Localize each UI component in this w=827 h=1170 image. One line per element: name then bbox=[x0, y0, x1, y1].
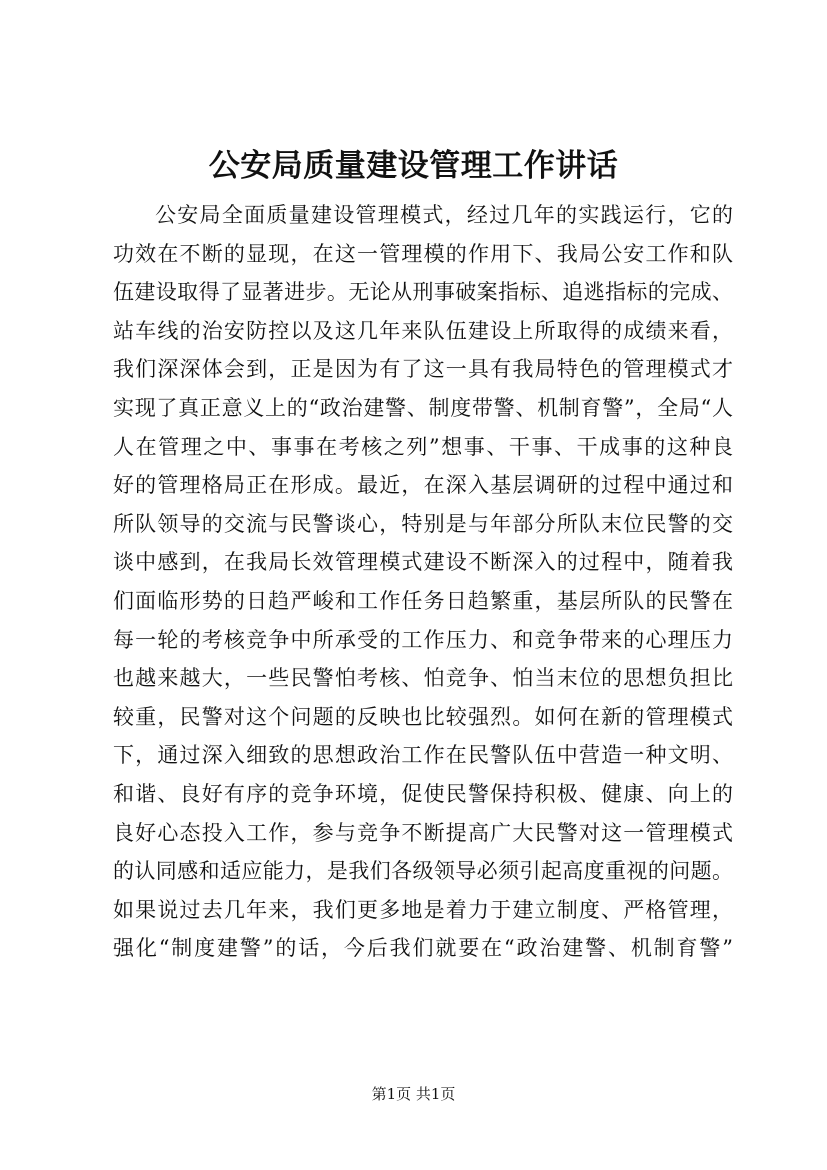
body-line: 功效在不断的显现，在这一管理模的作用下、我局公安工作和队 bbox=[113, 241, 733, 266]
document-body bbox=[113, 196, 733, 968]
document-title: 公安局质量建设管理工作讲话 bbox=[208, 148, 619, 184]
body-line: 谈中感到，在我局长效管理模式建设不断深入的过程中，随着我 bbox=[113, 550, 733, 575]
body-line: 实现了真正意义上的“政治建警、制度带警、机制育警”，全局“人 bbox=[113, 395, 733, 420]
body-line: 和谐、良好有序的竞争环境，促使民警保持积极、健康、向上的 bbox=[113, 781, 733, 806]
body-line: 人在管理之中、事事在考核之列”想事、干事、干成事的这种良 bbox=[113, 434, 733, 459]
body-line: 较重，民警对这个问题的反映也比较强烈。如何在新的管理模式 bbox=[113, 704, 733, 729]
body-line: 良好心态投入工作，参与竞争不断提高广大民警对这一管理模式 bbox=[113, 820, 733, 845]
body-line: 每一轮的考核竞争中所承受的工作压力、和竞争带来的心理压力 bbox=[113, 627, 733, 652]
body-line: 我们深深体会到，正是因为有了这一具有我局特色的管理模式才 bbox=[113, 357, 733, 382]
page-footer: 第1页 共1页 bbox=[371, 1085, 456, 1103]
body-line: 下，通过深入细致的思想政治工作在民警队伍中营造一种文明、 bbox=[113, 743, 733, 768]
body-line: 所队领导的交流与民警谈心，特别是与年部分所队末位民警的交 bbox=[113, 511, 733, 536]
body-line: 如果说过去几年来，我们更多地是着力于建立制度、严格管理， bbox=[113, 897, 733, 922]
body-line: 伍建设取得了显著进步。无论从刑事破案指标、追逃指标的完成、 bbox=[113, 280, 733, 305]
body-line: 强化“制度建警”的话，今后我们就要在“政治建警、机制育警” bbox=[113, 936, 733, 961]
body-line: 也越来越大，一些民警怕考核、怕竞争、怕当末位的思想负担比 bbox=[113, 666, 733, 691]
body-line: 的认同感和适应能力，是我们各级领导必须引起高度重视的问题。 bbox=[113, 859, 733, 884]
body-line: 们面临形势的日趋严峻和工作任务日趋繁重，基层所队的民警在 bbox=[113, 588, 733, 613]
body-line: 好的管理格局正在形成。最近，在深入基层调研的过程中通过和 bbox=[113, 473, 733, 498]
body-line: 公安局全面质量建设管理模式，经过几年的实践运行，它的 bbox=[155, 203, 733, 227]
body-line: 站车线的治安防控以及这几年来队伍建设上所取得的成绩来看， bbox=[113, 318, 733, 343]
